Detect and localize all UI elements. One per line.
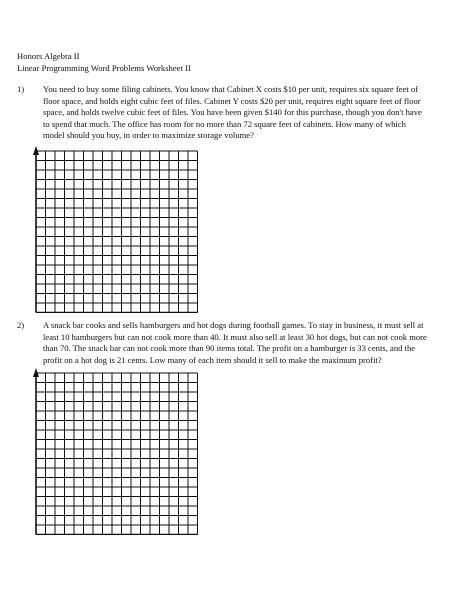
problem-text-line: profit on a hot dog is 21 cents. Low many of each item should it sell to make the maximum profit?	[43, 354, 382, 365]
coordinate-grid	[30, 143, 204, 313]
problem-number: 2)	[17, 320, 25, 330]
worksheet-header	[17, 51, 191, 74]
problem-text-line: least 10 hamburgers but can not cook more than 40. It must also sell at least 30 hot dogs, but can not cook more	[43, 331, 427, 342]
problem-text-line: than 70. The snack bar can not cook more than 90 items total. The profit on a hamburger is 33 cents, and the	[43, 343, 416, 353]
graph-grid-2	[30, 365, 204, 535]
course-name: Honors Algebra II	[17, 51, 80, 61]
problem-text-line: floor space, and holds eight cubic feet of files. Cabinet Y costs $20 per unit, requires eight square feet of floor	[43, 95, 421, 106]
problem-text-line: to spend that much. The office has room for no more than 72 square feet of cabinets. How many of which	[43, 118, 406, 129]
problem-text-line: space, and holds twelve cubic feet of files. You have been given $140 for this purchase, though you don't have	[43, 107, 422, 117]
problem-text	[43, 84, 465, 142]
problem-number: 1)	[17, 84, 25, 94]
problem-text-line: A snack bar cooks and sells hamburgers and hot dogs during football games. To stay in business, it must sell at	[43, 320, 424, 330]
coordinate-grid	[30, 365, 204, 535]
worksheet-title: Linear Programming Word Problems Worksheet II	[17, 62, 191, 73]
problem-text-line: model should you buy, in order to maximize storage volume?	[43, 130, 254, 140]
graph-grid-1	[30, 143, 204, 313]
problem-text	[43, 320, 465, 366]
problem-text-line: You need to buy some filing cabinets. You know that Cabinet X costs $10 per unit, requires six square feet of	[43, 84, 419, 94]
